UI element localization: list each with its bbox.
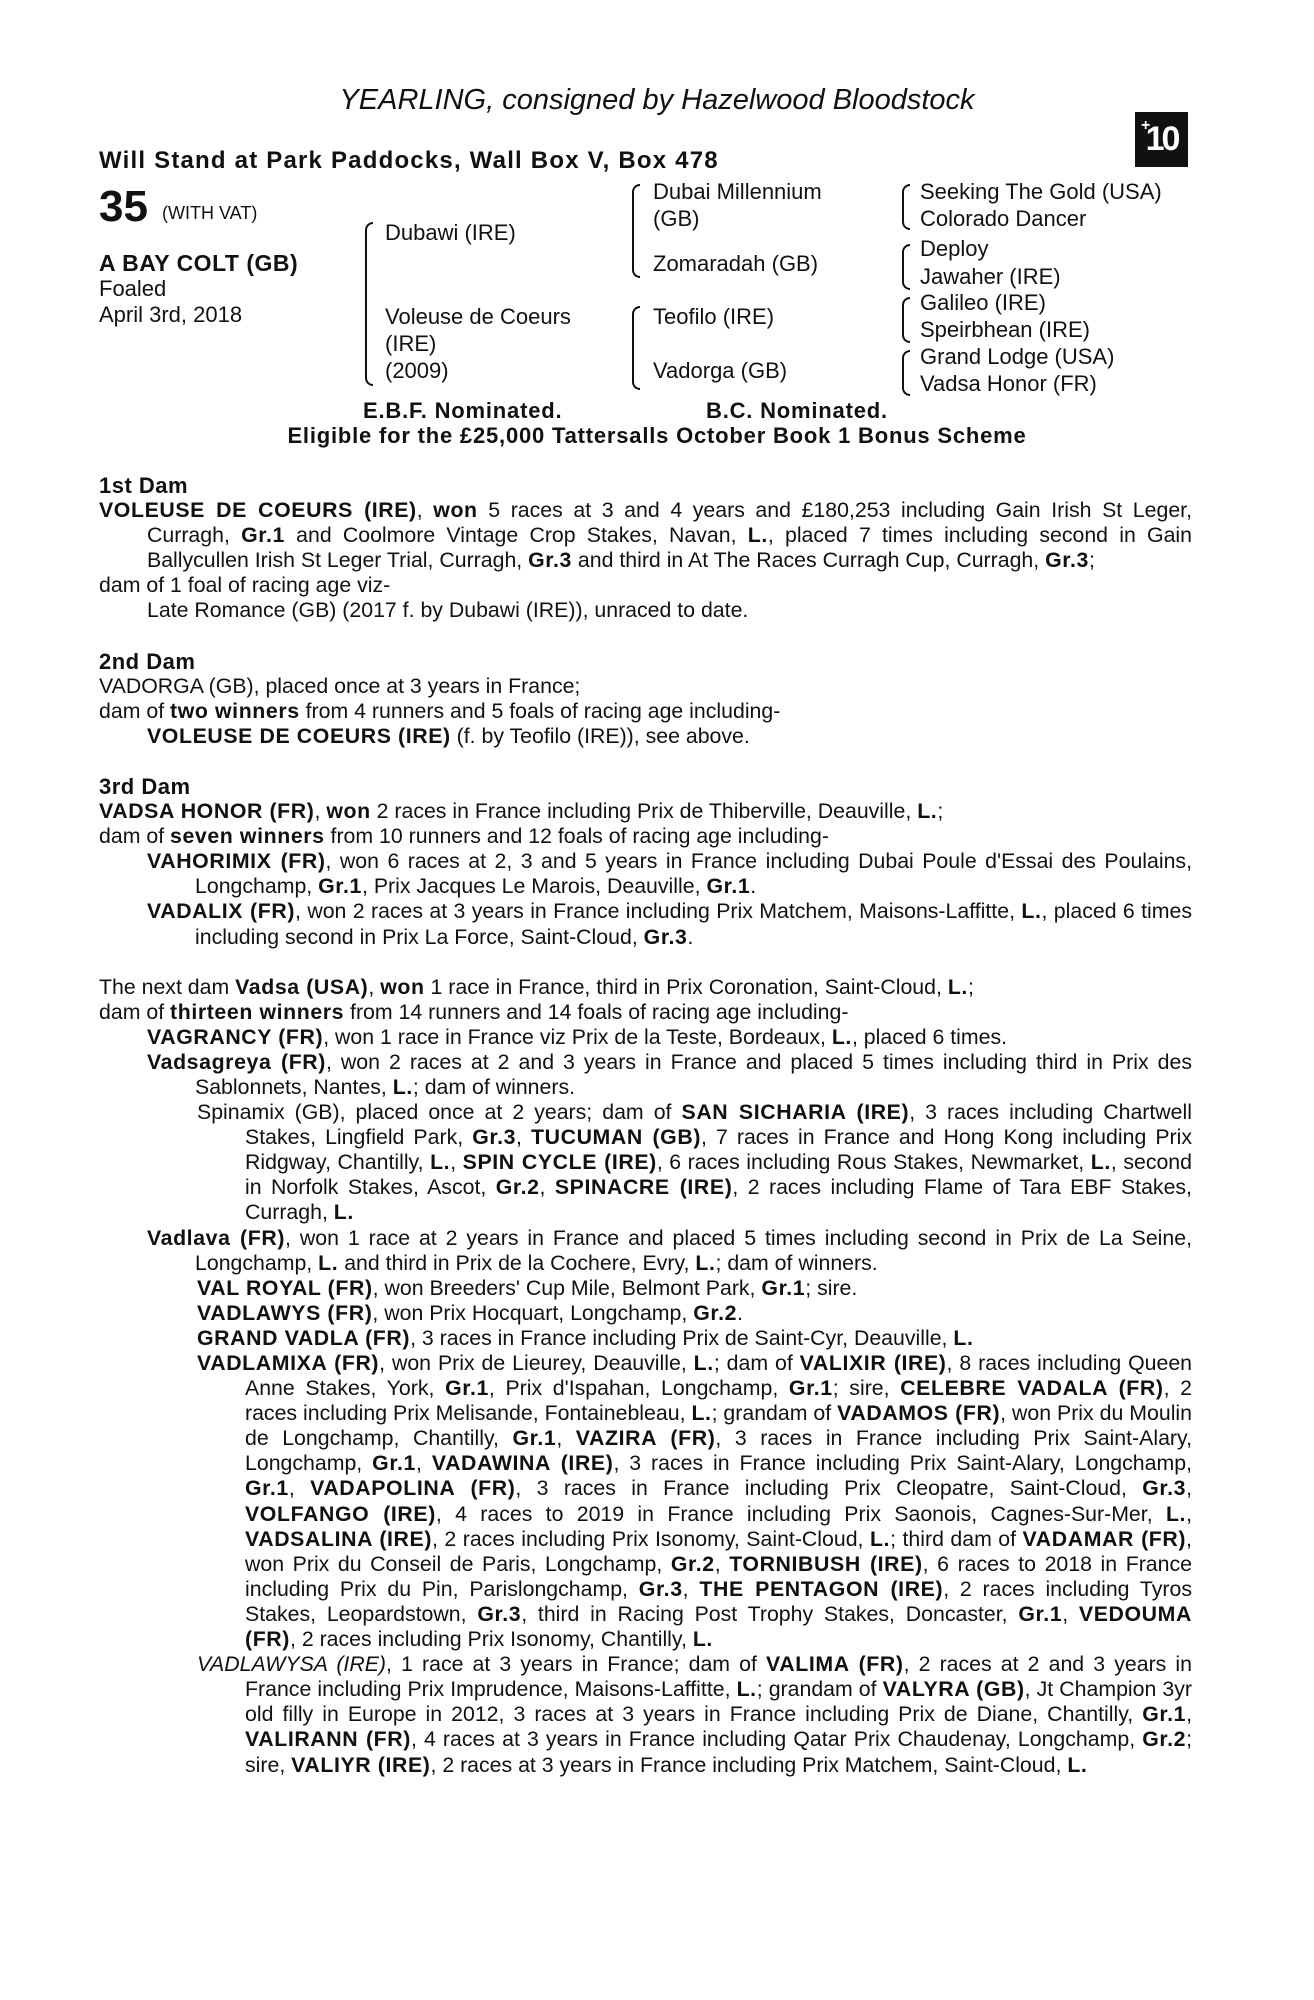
text: ; grandam of: [756, 1677, 883, 1702]
text: , 2 races including Prix Isonomy, Chantilly,: [289, 1627, 693, 1652]
text: .: [750, 874, 757, 899]
bold-text: L.: [869, 1526, 891, 1551]
text: ;: [937, 799, 944, 824]
text: , 2 races including Prix Melisande, Fontainebleau,: [245, 1376, 1192, 1426]
text: ,: [1186, 1702, 1192, 1727]
italic-text: VADLAWYSA (IRE): [197, 1652, 387, 1677]
text: dam of 1 foal of racing age viz-: [99, 573, 391, 598]
text: , 6 races including Rous Stakes, Newmarket,: [656, 1150, 1091, 1175]
text: ; sire,: [245, 1727, 1192, 1777]
text: , 3 races in France including Prix Saint-Alary, Longchamp,: [245, 1426, 1193, 1476]
bonus-eligibility: Eligible for the £25,000 Tattersalls October Book 1 Bonus Scheme: [287, 423, 1027, 448]
gen4-ancestor: Vadsa Honor (FR): [920, 371, 1097, 396]
bold-text: VAZIRA (FR): [575, 1426, 716, 1451]
bc-nomination: B.C. Nominated.: [706, 398, 888, 423]
sire: Dubawi (IRE): [385, 220, 516, 245]
text: 5 races at 3 and 4 years and £180,253 including Gain Irish St Leger, Curragh,: [147, 498, 1192, 548]
badge-plus: +: [1141, 117, 1148, 134]
text: ,: [1062, 1601, 1079, 1626]
text: ;: [1088, 548, 1095, 573]
bold-text: VADALIX (FR): [147, 899, 296, 924]
text: , 2 races at 2 and 3 years in France including Prix Imprudence, Maisons-Laffitte,: [245, 1652, 1193, 1702]
text: from 14 runners and 14 foals of racing age including-: [344, 999, 849, 1024]
bold-text: L.: [695, 1250, 716, 1275]
bold-text: Vadsagreya (FR): [147, 1049, 326, 1074]
gen4-ancestor: Deploy: [920, 236, 989, 261]
pedigree-entry: [99, 1000, 1192, 1025]
bold-text: Gr.3: [638, 1576, 683, 1601]
text: , 4 races to 2019 in France including Prix Saonois, Cagnes-Sur-Mer,: [435, 1501, 1166, 1526]
bold-text: THE PENTAGON (IRE): [699, 1576, 944, 1601]
pedigree-entry: [99, 799, 1192, 824]
bold-text: L.: [736, 1677, 757, 1702]
text: , 2 races including Tyros Stakes, Leopardstown,: [245, 1576, 1192, 1626]
stand-location: Will Stand at Park Paddocks, Wall Box V, Box 478: [99, 147, 719, 174]
pedigree-entry: [99, 1226, 1192, 1276]
text: , 8 races including Queen Anne Stakes, York,: [245, 1351, 1193, 1401]
text: ; grandam of: [711, 1401, 838, 1426]
text: ; third dam of: [890, 1526, 1023, 1551]
bold-text: L.: [333, 1200, 354, 1225]
gen4-ancestor: Seeking The Gold (USA): [920, 179, 1162, 204]
pedigree-entry: [99, 824, 1192, 849]
bold-text: TORNIBUSH (IRE): [729, 1551, 923, 1576]
bold-text: Gr.1: [372, 1451, 416, 1476]
dam-line-3: (2009): [385, 358, 449, 383]
text: , 3 races including Chartwell Stakes, Lingfield Park,: [245, 1100, 1192, 1150]
section-heading: 1st Dam: [99, 473, 189, 498]
pedigree-entry: [99, 899, 1192, 949]
text: Late Romance (GB) (2017 f. by Dubawi (IRE)), unraced to date.: [147, 598, 749, 623]
text: and third in Prix de la Cochere, Evry,: [338, 1250, 696, 1275]
bold-text: VAGRANCY (FR): [147, 1024, 324, 1049]
dam-line-1: Voleuse de Coeurs: [385, 304, 571, 329]
text: , Jt Champion 3yr old filly in Europe in 2012, 3 races at 3 years in France including Prix de Diane, Chantilly,: [245, 1677, 1192, 1727]
bold-text: VOLEUSE DE COEURS (IRE): [99, 498, 417, 523]
bold-text: VEDOUMA (FR): [245, 1601, 1192, 1652]
text: ,: [416, 498, 434, 523]
bold-text: SPINACRE (IRE): [554, 1175, 733, 1200]
text: , won 6 races at 2, 3 and 5 years in France including Dubai Poule d'Essai des Poulains, Longchamp,: [195, 849, 1192, 899]
dam-line-2: (IRE): [385, 331, 437, 356]
ebf-nomination: E.B.F. Nominated.: [363, 398, 563, 423]
dam-sire: Teofilo (IRE): [653, 304, 775, 329]
bold-text: TUCUMAN (GB): [531, 1125, 702, 1150]
text: dam of: [99, 999, 171, 1024]
text: and Coolmore Vintage Crop Stakes, Navan,: [284, 523, 748, 548]
gen4-ancestor: Speirbhean (IRE): [920, 317, 1090, 342]
text: , 2 races including Prix Isonomy, Saint-Cloud,: [432, 1526, 870, 1551]
bold-text: Gr.2: [693, 1300, 738, 1325]
bold-text: VADAWINA (IRE): [431, 1451, 614, 1476]
bold-text: VAL ROYAL (FR): [197, 1275, 373, 1300]
pedigree-entry: [99, 699, 1192, 724]
bold-text: L.: [947, 974, 968, 999]
bold-text: L.: [1021, 899, 1042, 924]
bracket-dam-parents: [632, 306, 640, 390]
bold-text: VADAPOLINA (FR): [310, 1476, 516, 1501]
bold-text: VAHORIMIX (FR): [147, 849, 326, 874]
text: , 4 races at 3 years in France including Qatar Prix Chaudenay, Longchamp,: [410, 1727, 1143, 1752]
text: , 2 races at 3 years in France including Prix Matchem, Saint-Cloud,: [430, 1752, 1068, 1777]
bracket-g4-1: [902, 184, 910, 230]
bold-text: Gr.1: [445, 1376, 489, 1401]
text: , won Prix Hocquart, Longchamp,: [372, 1300, 694, 1325]
foaled-label: Foaled: [99, 276, 167, 301]
text: , won Prix du Moulin de Longchamp, Chantilly,: [245, 1401, 1192, 1451]
text: ;: [967, 974, 974, 999]
text: Spinamix (GB), placed once at 2 years; dam of: [197, 1100, 682, 1125]
text: (f. by Teofilo (IRE)), see above.: [450, 723, 750, 748]
pedigree-entry: [99, 1326, 1192, 1351]
bold-text: L.: [1165, 1501, 1187, 1526]
bold-text: L.: [747, 523, 768, 548]
sire-sire-line-1: Dubai Millennium: [653, 179, 822, 204]
bold-text: VALIMA (FR): [766, 1652, 904, 1677]
pedigree-entry: [99, 598, 1192, 623]
pedigree-entry: [99, 975, 1192, 1000]
pedigree-entry: [99, 1025, 1192, 1050]
bold-text: Vadlava (FR): [147, 1225, 286, 1250]
pedigree-entry: [99, 573, 1192, 598]
bold-text: L.: [1090, 1150, 1111, 1175]
text: dam of: [99, 698, 171, 723]
text: , 2 races including Flame of Tara EBF Stakes, Curragh,: [245, 1175, 1192, 1225]
bold-text: Gr.2: [1142, 1727, 1187, 1752]
gen4-ancestor: Jawaher (IRE): [920, 264, 1061, 289]
text: dam of: [99, 824, 171, 849]
text: , placed 6 times including second in Prix La Force, Saint-Cloud,: [195, 899, 1192, 949]
bold-text: Gr.3: [528, 548, 572, 573]
bold-text: thirteen winners: [170, 999, 345, 1024]
bold-text: VADLAWYS (FR): [197, 1300, 373, 1325]
bold-text: VALIXIR (IRE): [799, 1351, 947, 1375]
badge-number: 10: [1145, 120, 1178, 158]
text: ; dam of: [713, 1351, 800, 1375]
dam-dam: Vadorga (GB): [653, 358, 788, 383]
bold-text: VOLEUSE DE COEURS (IRE): [147, 723, 451, 748]
text: ; sire.: [805, 1275, 858, 1300]
bold-text: Gr.3: [477, 1601, 522, 1626]
bold-text: VADSA HONOR (FR): [99, 799, 315, 824]
bold-text: L.: [392, 1074, 413, 1099]
bold-text: Gr.1: [1142, 1702, 1187, 1727]
pedigree-entry: [99, 1351, 1192, 1652]
text: from 10 runners and 12 foals of racing age including-: [324, 824, 829, 849]
text: , won 2 races at 2 and 3 years in France and placed 5 times including third in Prix des Sablonnets, Nantes,: [195, 1049, 1192, 1099]
gen4-ancestor: Grand Lodge (USA): [920, 344, 1115, 369]
text: ,: [450, 1150, 463, 1175]
text: , second in Norfolk Stakes, Ascot,: [245, 1150, 1192, 1200]
bold-text: VALIYR (IRE): [291, 1752, 431, 1777]
text: from 4 runners and 5 foals of racing age including-: [299, 698, 781, 723]
lot-number: 35: [99, 182, 148, 231]
text: ; dam of winners.: [715, 1250, 878, 1275]
bold-text: won: [380, 974, 425, 999]
section-heading: 2nd Dam: [99, 648, 196, 674]
pedigree-entry: [99, 498, 1192, 573]
bold-text: Vadsa (USA): [235, 974, 369, 999]
bold-text: won: [326, 799, 371, 824]
bold-text: Gr.1: [706, 874, 751, 899]
bold-text: Gr.3: [1045, 548, 1089, 573]
bracket-g4-3: [902, 297, 910, 343]
bold-text: L.: [953, 1325, 974, 1350]
bracket-g4-4: [902, 350, 910, 396]
bold-text: L.: [692, 1627, 713, 1652]
text: VADORGA (GB), placed once at 3 years in France;: [99, 673, 581, 698]
text: , third in Racing Post Trophy Stakes, Doncaster,: [521, 1601, 1019, 1626]
bold-text: VADAMOS (FR): [837, 1401, 1001, 1426]
bold-text: Gr.1: [788, 1376, 833, 1401]
bold-text: Gr.1: [241, 523, 285, 548]
text: , 3 races in France including Prix Cleopatre, Saint-Cloud,: [515, 1476, 1143, 1501]
bracket-sire-dam: [365, 222, 373, 386]
text: 2 races in France including Prix de Thiberville, Deauville,: [370, 799, 918, 824]
text: ,: [1186, 1476, 1192, 1501]
pedigree-entry: [99, 849, 1192, 899]
bold-text: L.: [430, 1150, 451, 1175]
text: ,: [539, 1175, 555, 1200]
bold-text: SAN SICHARIA (IRE): [681, 1100, 910, 1125]
text: , won 1 race at 2 years in France and placed 5 times including second in Prix de La Seine, Longchamp,: [195, 1225, 1192, 1275]
text: ,: [714, 1551, 730, 1576]
bold-text: L.: [917, 799, 938, 824]
bold-text: two winners: [170, 698, 300, 723]
text: ,: [682, 1576, 700, 1601]
bold-text: Gr.2: [670, 1551, 715, 1576]
text: , placed 7 times including second in Gain Ballycullen Irish St Leger Trial, Curragh,: [147, 523, 1192, 573]
text: , Prix Jacques Le Marois, Deauville,: [361, 874, 707, 899]
bold-text: VADLAMIXA (FR): [197, 1351, 380, 1375]
text: , 6 races to 2018 in France including Prix du Pin, Parislongchamp,: [245, 1551, 1192, 1601]
bold-text: Gr.3: [643, 924, 688, 949]
text: , won Breeders' Cup Mile, Belmont Park,: [372, 1275, 762, 1300]
text: ,: [288, 1476, 311, 1501]
text: The next dam: [99, 974, 236, 999]
pedigree-entry: [99, 1100, 1192, 1225]
bold-text: L.: [831, 1024, 852, 1049]
section-heading: 3rd Dam: [99, 773, 191, 799]
bold-text: L.: [691, 1401, 712, 1426]
text: , 3 races in France including Prix de Saint-Cyr, Deauville,: [410, 1325, 954, 1350]
text: , 1 race at 3 years in France; dam of: [386, 1652, 767, 1677]
pedigree-entry: [99, 1652, 1192, 1777]
bold-text: CELEBRE VADALA (FR): [900, 1376, 1164, 1401]
text: , won Prix du Conseil de Paris, Longchamp,: [245, 1526, 1192, 1576]
text: ,: [314, 799, 327, 824]
text: ; dam of winners.: [412, 1074, 576, 1099]
text: ,: [416, 1451, 432, 1476]
text: , Prix d'Ispahan, Longchamp,: [488, 1376, 789, 1401]
text: ; sire,: [832, 1376, 901, 1401]
pedigree-entry: [99, 1276, 1192, 1301]
text: , won 1 race in France viz Prix de la Teste, Bordeaux,: [323, 1024, 832, 1049]
text: ,: [368, 974, 381, 999]
bold-text: Gr.2: [495, 1175, 540, 1200]
bold-text: VADAMAR (FR): [1022, 1526, 1187, 1551]
text: .: [687, 924, 694, 949]
gen4-ancestor: Galileo (IRE): [920, 290, 1046, 315]
produce-record: [99, 473, 1192, 1778]
bold-text: VADSALINA (IRE): [245, 1526, 433, 1551]
pedigree-entry: [99, 674, 1192, 699]
text: .: [737, 1300, 743, 1325]
text: 1 race in France, third in Prix Coronation, Saint-Cloud,: [424, 974, 948, 999]
bold-text: seven winners: [170, 824, 325, 849]
text: , won Prix de Lieurey, Deauville,: [379, 1351, 694, 1375]
foaled-date: April 3rd, 2018: [99, 302, 243, 327]
text: ,: [556, 1426, 576, 1451]
bold-text: Gr.1: [1018, 1601, 1063, 1626]
bold-text: VOLFANGO (IRE): [245, 1501, 436, 1526]
bold-text: GRAND VADLA (FR): [197, 1325, 411, 1350]
text: , 3 races in France including Prix Saint-Alary, Longchamp,: [613, 1451, 1192, 1476]
catalogue-title: YEARLING, consigned by Hazelwood Bloodstock: [339, 84, 975, 116]
sire-dam: Zomaradah (GB): [653, 251, 819, 276]
bracket-sire-parents: [632, 184, 640, 278]
bold-text: Gr.1: [318, 874, 362, 899]
text: and third in At The Races Curragh Cup, Curragh,: [571, 548, 1046, 573]
text: ,: [1186, 1501, 1192, 1526]
bold-text: Gr.3: [472, 1125, 517, 1150]
lot-description: A BAY COLT (GB): [99, 250, 299, 276]
bold-text: SPIN CYCLE (IRE): [462, 1150, 657, 1175]
pedigree-entry: [99, 724, 1192, 749]
sire-sire-line-2: (GB): [653, 206, 700, 231]
text: , 7 races in France and Hong Kong including Prix Ridgway, Chantilly,: [245, 1125, 1193, 1175]
book-badge: [1135, 112, 1188, 167]
bold-text: VALYRA (GB): [882, 1677, 1025, 1702]
bold-text: Gr.1: [245, 1476, 289, 1501]
text: , placed 6 times.: [851, 1024, 1008, 1049]
vat-note: (WITH VAT): [162, 203, 258, 223]
bold-text: L.: [318, 1250, 339, 1275]
bold-text: Gr.1: [761, 1275, 806, 1300]
pedigree-entry: [99, 1301, 1192, 1326]
bold-text: won: [433, 498, 478, 523]
gen4-ancestor: Colorado Dancer: [920, 206, 1087, 231]
bold-text: VALIRANN (FR): [245, 1727, 411, 1752]
bold-text: L.: [693, 1351, 714, 1375]
text: ,: [516, 1125, 531, 1150]
bold-text: Gr.1: [512, 1426, 557, 1451]
bold-text: L.: [1067, 1752, 1088, 1777]
pedigree-entry: [99, 1050, 1192, 1100]
text: , won 2 races at 3 years in France including Prix Matchem, Maisons-Laffitte,: [295, 899, 1022, 924]
bracket-g4-2: [902, 244, 910, 290]
bold-text: Gr.3: [1142, 1476, 1187, 1501]
